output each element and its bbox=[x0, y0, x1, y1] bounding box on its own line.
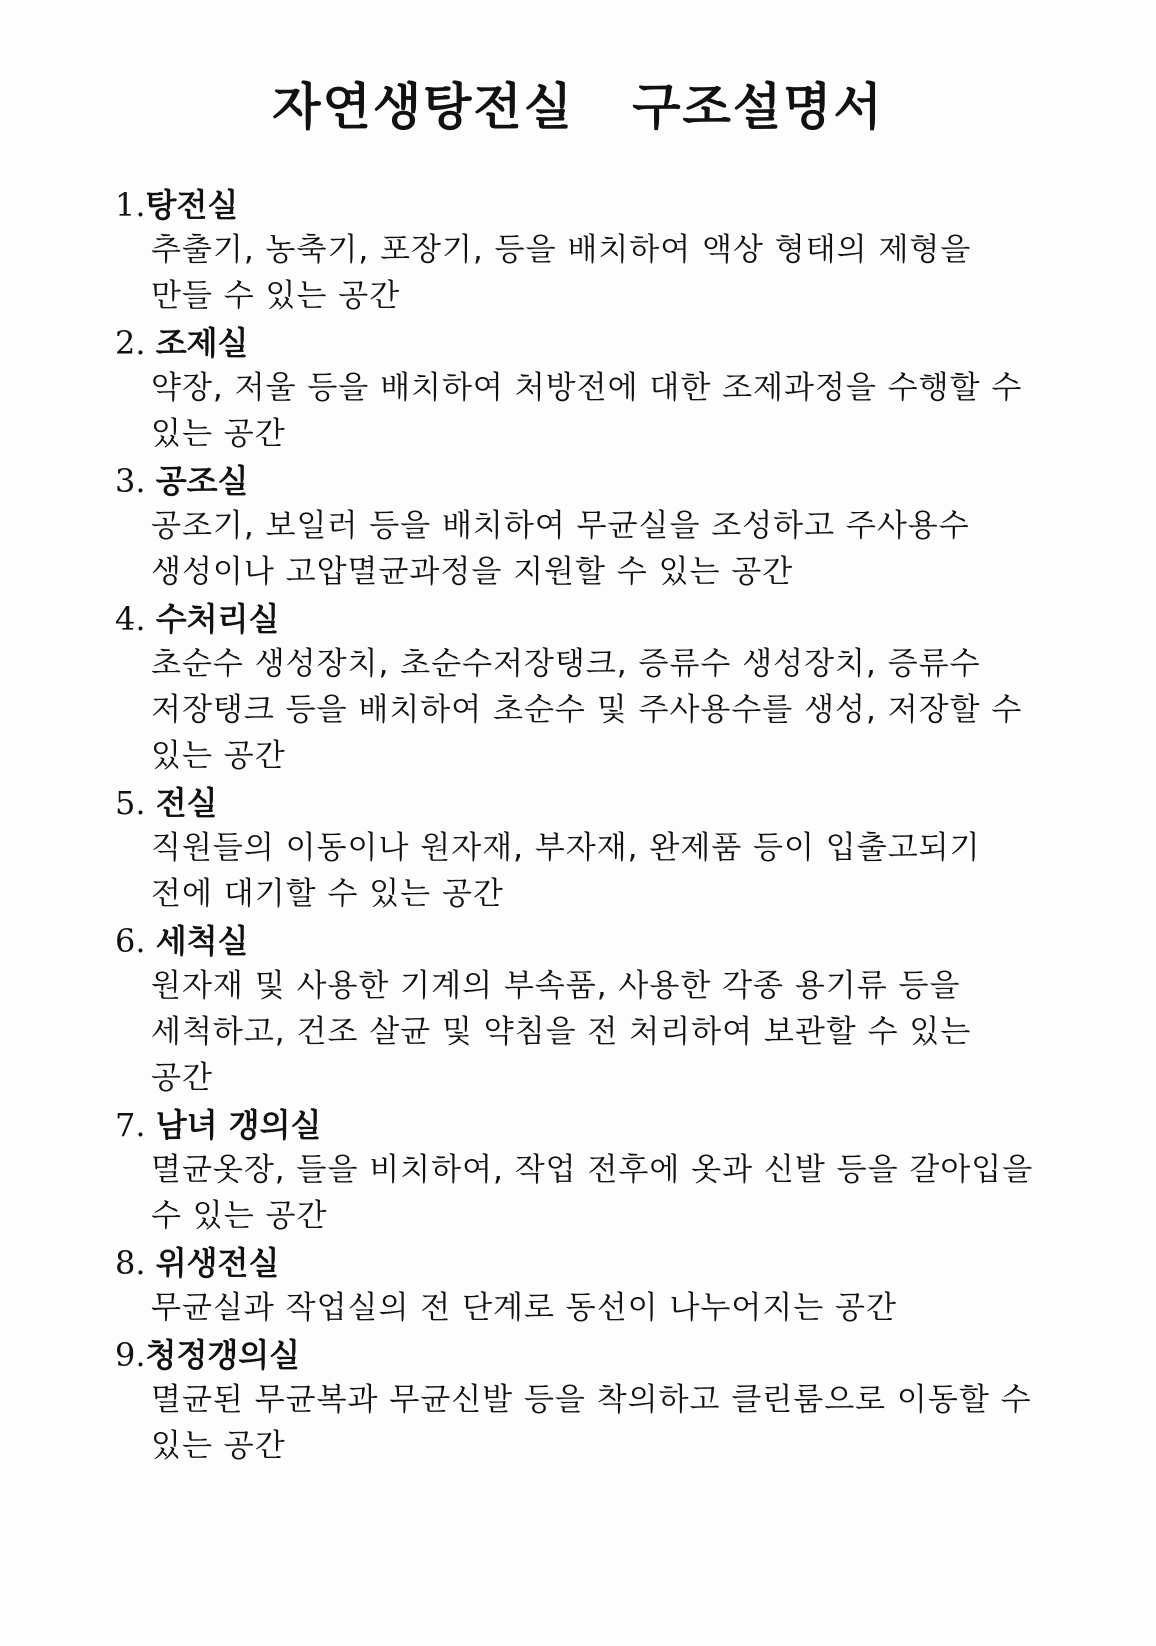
section-number: 9. bbox=[115, 1336, 146, 1374]
section-heading bbox=[115, 1333, 1045, 1377]
section-description: 공조기, 보일러 등을 배치하여 무균실을 조성하고 주사용수 생성이나 고압멸균과정을 지원할 수 있는 공간 bbox=[151, 508, 970, 590]
section-name: 세척실 bbox=[155, 922, 249, 960]
section-number: 1. bbox=[115, 186, 146, 224]
section-item bbox=[115, 1103, 1045, 1239]
section-item bbox=[115, 597, 1045, 779]
section-item bbox=[115, 781, 1045, 917]
section-description: 멸균된 무균복과 무균신발 등을 착의하고 클린룸으로 이동할 수 있는 공간 bbox=[151, 1382, 1032, 1464]
section-name: 탕전실 bbox=[145, 186, 239, 224]
section-heading bbox=[115, 1241, 1045, 1285]
section-heading bbox=[115, 321, 1045, 365]
section-item bbox=[115, 1333, 1045, 1469]
section-number: 4. bbox=[115, 600, 146, 638]
section-name: 수처리실 bbox=[155, 600, 280, 638]
section-name: 청정갱의실 bbox=[145, 1336, 301, 1374]
section-description: 직원들의 이동이나 원자재, 부자재, 완제품 등이 입출고되기 전에 대기할 수 있는 공간 bbox=[151, 830, 981, 912]
section-heading bbox=[115, 459, 1045, 503]
section-description: 원자재 및 사용한 기계의 부속품, 사용한 각종 용기류 등을 세척하고, 건조 살균 및 약침을 전 처리하여 보관할 수 있는 공간 bbox=[151, 968, 972, 1096]
section-description: 초순수 생성장치, 초순수저장탱크, 증류수 생성장치, 증류수 저장탱크 등을 배치하여 초순수 및 주사용수를 생성, 저장할 수 있는 공간 bbox=[151, 646, 1023, 774]
section-name: 공조실 bbox=[155, 462, 249, 500]
section-list bbox=[115, 183, 1045, 1469]
section-description: 무균실과 작업실의 전 단계로 동선이 나누어지는 공간 bbox=[151, 1290, 897, 1326]
section-description: 약장, 저울 등을 배치하여 처방전에 대한 조제과정을 수행할 수 있는 공간 bbox=[151, 370, 1023, 452]
section-heading bbox=[115, 597, 1045, 641]
section-heading bbox=[115, 183, 1045, 227]
section-number: 5. bbox=[115, 784, 146, 822]
section-number: 6. bbox=[115, 922, 146, 960]
section-number: 8. bbox=[115, 1244, 146, 1282]
section-name: 남녀 갱의실 bbox=[155, 1106, 322, 1144]
section-description: 추출기, 농축기, 포장기, 등을 배치하여 액상 형태의 제형을 만들 수 있는 공간 bbox=[151, 232, 972, 314]
section-heading bbox=[115, 781, 1045, 825]
section-item bbox=[115, 321, 1045, 457]
section-description: 멸균옷장, 들을 비치하여, 작업 전후에 옷과 신발 등을 갈아입을 수 있는 공간 bbox=[151, 1152, 1034, 1234]
section-name: 전실 bbox=[155, 784, 218, 822]
section-heading bbox=[115, 919, 1045, 963]
section-name: 조제실 bbox=[155, 324, 249, 362]
section-number: 7. bbox=[115, 1106, 146, 1144]
section-item bbox=[115, 919, 1045, 1101]
document-title: 자연생탕전실 구조설명서 bbox=[272, 78, 884, 136]
section-heading bbox=[115, 1103, 1045, 1147]
section-item bbox=[115, 1241, 1045, 1331]
section-number: 3. bbox=[115, 462, 146, 500]
section-item bbox=[115, 459, 1045, 595]
section-number: 2. bbox=[115, 324, 146, 362]
section-name: 위생전실 bbox=[155, 1244, 280, 1282]
section-item bbox=[115, 183, 1045, 319]
